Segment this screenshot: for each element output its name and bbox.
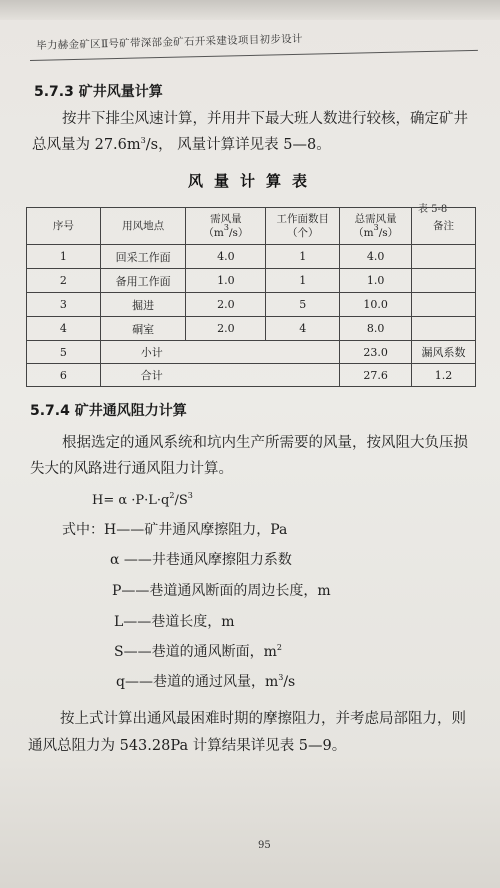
cell-total: 27.6 — [340, 364, 412, 387]
cell-note: 1.2 — [412, 364, 476, 387]
cell-note — [412, 269, 476, 293]
def-h: 式中：H——矿井通风摩擦阻力，Pa — [62, 522, 288, 538]
cell-no: 6 — [27, 364, 101, 387]
th-note: 备注 — [412, 208, 476, 245]
cell-total-label: 合计 — [100, 364, 339, 387]
cell-place: 硐室 — [100, 317, 186, 341]
cell-no: 2 — [27, 269, 101, 293]
table-row — [27, 245, 476, 269]
result-line1: 按上式计算出通风最困难时期的摩擦阻力，并考虑局部阻力，则 — [60, 711, 466, 727]
cell-no: 4 — [27, 317, 101, 341]
table-row — [27, 269, 476, 293]
cell-note — [412, 293, 476, 317]
cell-place: 掘进 — [100, 293, 186, 317]
page-number: 95 — [258, 840, 271, 851]
cell-faces: 4 — [266, 317, 340, 341]
cell-faces: 5 — [266, 293, 340, 317]
cell-total: 23.0 — [340, 341, 412, 364]
table-caption: 风量计算表 — [188, 172, 319, 190]
section-574-para-line1: 根据选定的通风系统和坑内生产所需要的风量，按风阻大负压损 — [62, 435, 468, 451]
table-row — [27, 317, 476, 341]
cell-subtotal-label: 小计 — [100, 341, 339, 364]
header-rule — [30, 50, 478, 61]
def-l: L——巷道长度，m — [114, 614, 235, 630]
cell-faces: 1 — [266, 245, 340, 269]
cell-air: 4.0 — [186, 245, 266, 269]
section-574-title: 5.7.4 矿井通风阻力计算 — [30, 403, 187, 419]
section-573-para-line1: 按井下排尘风速计算，并用井下最大班人数进行较核，确定矿井 — [62, 111, 468, 127]
cell-total: 1.0 — [340, 269, 412, 293]
cell-air: 1.0 — [186, 269, 266, 293]
th-place: 用风地点 — [100, 208, 186, 245]
table-row-subtotal — [27, 341, 476, 364]
running-header: 毕力赫金矿区Ⅱ号矿带深部金矿石开采建设项目初步设计 — [36, 33, 303, 52]
cell-faces: 1 — [266, 269, 340, 293]
table-row — [27, 293, 476, 317]
def-alpha: α ——井巷通风摩擦阻力系数 — [110, 552, 292, 568]
th-faces: 工作面数目 （个） — [266, 208, 340, 245]
th-total: 总需风量 $(m^3/s)$ — [340, 208, 412, 245]
section-574-para-line2: 失大的风路进行通风阻力计算。 — [30, 461, 233, 477]
air-volume-table — [26, 207, 476, 387]
cell-note — [412, 317, 476, 341]
def-p: P——巷道通风断面的周边长度，m — [112, 583, 331, 599]
cell-air: 2.0 — [186, 317, 266, 341]
table-row-grand-total — [27, 364, 476, 387]
table-header-row — [27, 208, 476, 245]
cell-total: 10.0 — [340, 293, 412, 317]
cell-total: 8.0 — [340, 317, 412, 341]
result-line2: 通风总阻力为 543.28Pa 计算结果详见表 5—9。 — [28, 738, 347, 754]
th-no: 序号 — [27, 208, 101, 245]
cell-place: 回采工作面 — [100, 245, 186, 269]
cell-air: 2.0 — [186, 293, 266, 317]
cell-note: 漏风系数 — [412, 341, 476, 364]
table-ref: 表 5-8 — [418, 204, 448, 215]
cell-no: 1 — [27, 245, 101, 269]
cell-no: 3 — [27, 293, 101, 317]
th-air-requirement: 需风量 $(m^3/s)$ — [186, 208, 266, 245]
def-s: S——巷道的通风断面，$m^2$ — [114, 643, 282, 660]
section-573-para-line2: 总风量为 $27.6m^3/s$， 风量计算详见表 5—8。 — [32, 136, 331, 153]
section-573-title: 5.7.3 矿井风量计算 — [34, 84, 163, 100]
cell-note — [412, 245, 476, 269]
formula: $H= \alpha \cdot P\cdot L\cdot q^2/S^3$ — [92, 491, 193, 508]
cell-total: 4.0 — [340, 245, 412, 269]
def-q: q——巷道的通过风量，$m^3/s$ — [116, 673, 296, 690]
cell-no: 5 — [27, 341, 101, 364]
page-top-shadow — [0, 0, 500, 20]
cell-place: 备用工作面 — [100, 269, 186, 293]
